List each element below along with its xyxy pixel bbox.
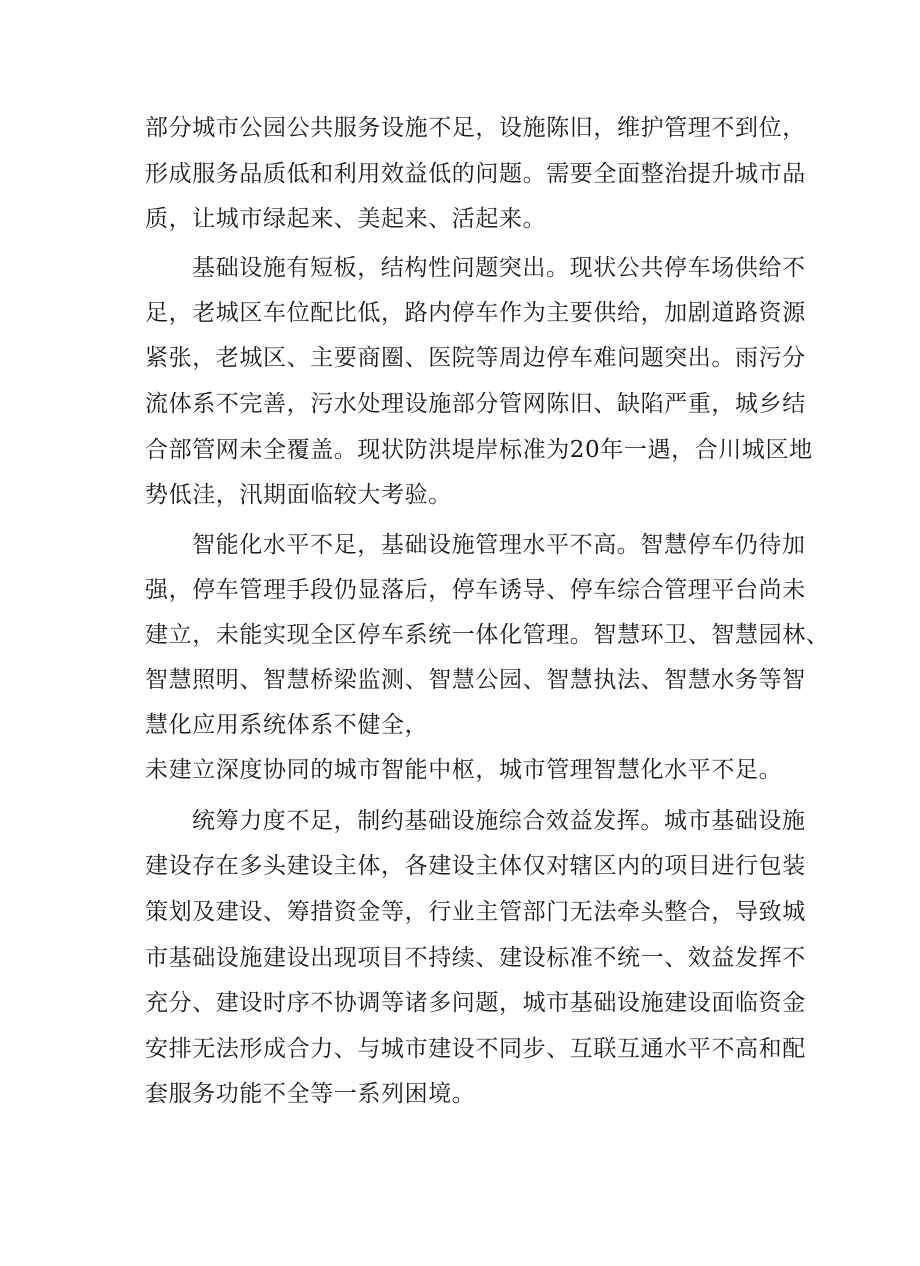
text-line: 慧化应用系统体系不健全，: [145, 712, 429, 738]
text-line: 合部管网未全覆盖。现状防洪堤岸标准为20年一遇，合川城区地: [145, 437, 813, 463]
text-line: 充分、建设时序不协调等诸多问题，城市基础设施建设面临资金: [145, 990, 806, 1016]
text-line: 套服务功能不全等一系列困境。: [145, 1081, 476, 1107]
text-line: 质，让城市绿起来、美起来、活起来。: [145, 206, 547, 232]
paragraph-first-line: 基础设施有短板，结构性问题突出。现状公共停车场供给不: [192, 255, 806, 281]
text-line: 建设存在多头建设主体，各建设主体仅对辖区内的项目进行包装: [145, 853, 806, 879]
text-line: 形成服务品质低和利用效益低的问题。需要全面整治提升城市品: [145, 161, 806, 187]
paragraph-first-line: 统筹力度不足，制约基础设施综合效益发挥。城市基础设施: [192, 808, 806, 834]
text-line: 强，停车管理手段仍显落后，停车诱导、停车综合管理平台尚未: [145, 577, 806, 603]
text-line: 智慧照明、智慧桥梁监测、智慧公园、智慧执法、智慧水务等智: [145, 667, 806, 693]
text-line: 部分城市公园公共服务设施不足，设施陈旧，维护管理不到位，: [145, 115, 806, 141]
text-line: 未建立深度协同的城市智能中枢，城市管理智慧化水平不足。: [145, 757, 783, 783]
text-line: 足，老城区车位配比低，路内停车作为主要供给，加剧道路资源: [145, 300, 806, 326]
text-line: 策划及建设、筹措资金等，行业主管部门无法牵头整合，导致城: [145, 899, 806, 925]
text-line: 安排无法形成合力、与城市建设不同步、互联互通水平不高和配: [145, 1036, 806, 1062]
text-line: 建立，未能实现全区停车系统一体化管理。智慧环卫、智慧园林、: [145, 622, 830, 648]
text-line: 势低洼，汛期面临较大考验。: [145, 482, 452, 508]
text-line: 紧张，老城区、主要商圈、医院等周边停车难问题突出。雨污分: [145, 345, 806, 371]
paragraph-first-line: 智能化水平不足，基础设施管理水平不高。智慧停车仍待加: [192, 532, 806, 558]
text-line: 市基础设施建设出现项目不持续、建设标准不统一、效益发挥不: [145, 945, 806, 971]
text-line: 流体系不完善，污水处理设施部分管网陈旧、缺陷严重，城乡结: [145, 391, 806, 417]
